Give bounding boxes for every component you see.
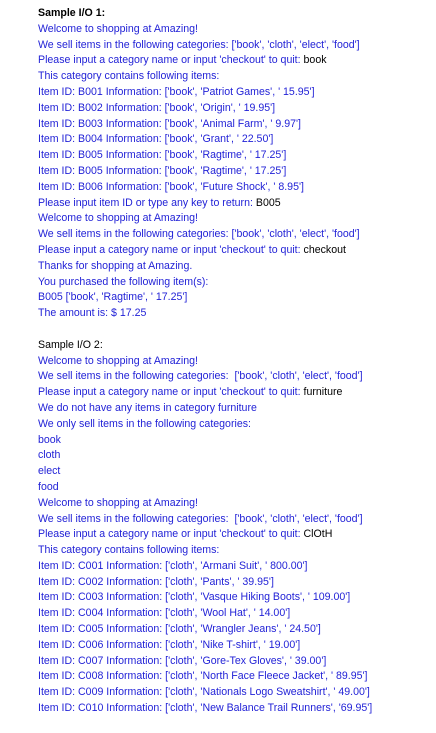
transcript-line xyxy=(38,22,436,38)
transcript-line xyxy=(38,164,436,180)
program-output-text: Item ID: C005 Information: ['cloth', 'Wrangler Jeans', ' 24.50'] xyxy=(38,623,321,636)
program-output-text: Item ID: C004 Information: ['cloth', 'Wool Hat', ' 14.00'] xyxy=(38,607,291,620)
transcript-line xyxy=(38,132,436,148)
program-output-text: Welcome to shopping at Amazing! xyxy=(38,22,198,35)
program-output-text: Item ID: C009 Information: ['cloth', 'Nationals Logo Sweatshirt', ' 49.00'] xyxy=(38,686,370,699)
transcript-line xyxy=(38,417,436,433)
program-output-text: Item ID: C006 Information: ['cloth', 'Nike T-shirt', ' 19.00'] xyxy=(38,638,301,651)
transcript-line xyxy=(38,53,436,69)
program-output-text: B005 ['book', 'Ragtime', ' 17.25'] xyxy=(38,291,188,304)
transcript-line xyxy=(38,464,436,480)
program-output-text: We sell items in the following categories: ['book', 'cloth', 'elect', 'food'] xyxy=(38,228,360,241)
transcript-line xyxy=(38,701,436,717)
section-2-heading: Sample I/O 2: xyxy=(38,338,103,351)
user-input-text: book xyxy=(303,54,327,67)
transcript-line xyxy=(38,117,436,133)
transcript-line xyxy=(38,543,436,559)
transcript-line xyxy=(38,622,436,638)
user-input-text: furniture xyxy=(303,386,343,399)
program-output-text: This category contains following items: xyxy=(38,544,220,557)
transcript-line xyxy=(38,480,436,496)
program-output-text: You purchased the following item(s): xyxy=(38,275,209,288)
transcript-line xyxy=(38,227,436,243)
transcript-line xyxy=(38,69,436,85)
program-output-text: Item ID: B006 Information: ['book', 'Future Shock', ' 8.95'] xyxy=(38,180,304,193)
transcript-line xyxy=(38,496,436,512)
program-output-text: Please input a category name or input 'checkout' to quit: xyxy=(38,528,304,541)
program-output-text: We sell items in the following categories: ['book', 'cloth', 'elect', 'food'] xyxy=(38,370,363,383)
transcript-line xyxy=(38,306,436,322)
transcript-line xyxy=(38,290,436,306)
transcript-line xyxy=(38,196,436,212)
transcript-line xyxy=(38,433,436,449)
transcript-line xyxy=(38,275,436,291)
program-output-text: elect xyxy=(38,465,61,478)
program-output-text: Welcome to shopping at Amazing! xyxy=(38,354,198,367)
transcript-line xyxy=(38,101,436,117)
program-output-text: Item ID: B005 Information: ['book', 'Ragtime', ' 17.25'] xyxy=(38,149,287,162)
transcript-line xyxy=(38,354,436,370)
transcript-line xyxy=(38,590,436,606)
transcript-line xyxy=(38,401,436,417)
transcript-line xyxy=(38,385,436,401)
program-output-text: Item ID: C010 Information: ['cloth', 'New Balance Trail Runners', '69.95'] xyxy=(38,702,373,715)
program-output-text: Please input a category name or input 'checkout' to quit: xyxy=(38,386,304,399)
program-output-text: Thanks for shopping at Amazing. xyxy=(38,259,193,272)
program-output-text: Item ID: B004 Information: ['book', 'Grant', ' 22.50'] xyxy=(38,133,274,146)
program-output-text: book xyxy=(38,433,61,446)
program-output-text: This category contains following items: xyxy=(38,70,220,83)
transcript-line xyxy=(38,559,436,575)
transcript-line xyxy=(38,638,436,654)
program-output-text: Item ID: C003 Information: ['cloth', 'Vasque Hiking Boots', ' 109.00'] xyxy=(38,591,351,604)
program-output-text: cloth xyxy=(38,449,61,462)
transcript-line xyxy=(38,211,436,227)
transcript-line xyxy=(38,448,436,464)
program-output-text: Welcome to shopping at Amazing! xyxy=(38,496,198,509)
program-output-text: The amount is: $ 17.25 xyxy=(38,307,147,320)
transcript-line xyxy=(38,148,436,164)
transcript-line xyxy=(38,259,436,275)
user-input-text: ClOtH xyxy=(303,528,333,541)
program-output-text: We do not have any items in category furniture xyxy=(38,401,257,414)
transcript-line xyxy=(38,669,436,685)
user-input-text: checkout xyxy=(303,243,346,256)
transcript-line xyxy=(38,654,436,670)
transcript-line xyxy=(38,85,436,101)
program-output-text: Item ID: B002 Information: ['book', 'Origin', ' 19.95'] xyxy=(38,101,276,114)
program-output-text: We sell items in the following categories: ['book', 'cloth', 'elect', 'food'] xyxy=(38,512,363,525)
program-output-text: Please input a category name or input 'checkout' to quit: xyxy=(38,243,304,256)
section-spacer xyxy=(38,322,436,338)
program-output-text: We only sell items in the following categories: xyxy=(38,417,251,430)
transcript-line xyxy=(38,606,436,622)
section-1-heading: Sample I/O 1: xyxy=(38,7,106,19)
user-input-text: B005 xyxy=(255,196,281,209)
transcript-line xyxy=(38,685,436,701)
transcript-line xyxy=(38,369,436,385)
section-1-transcript xyxy=(38,22,436,322)
program-output-text: food xyxy=(38,480,59,493)
transcript-line xyxy=(38,512,436,528)
program-output-text: Item ID: C007 Information: ['cloth', 'Gore-Tex Gloves', ' 39.00'] xyxy=(38,654,327,667)
transcript-line xyxy=(38,38,436,54)
program-output-text: Item ID: B005 Information: ['book', 'Ragtime', ' 17.25'] xyxy=(38,164,287,177)
program-output-text: Item ID: B003 Information: ['book', 'Animal Farm', ' 9.97'] xyxy=(38,117,301,130)
transcript-line xyxy=(38,180,436,196)
transcript-line xyxy=(38,243,436,259)
program-output-text: Item ID: C008 Information: ['cloth', 'North Face Fleece Jacket', ' 89.95'] xyxy=(38,670,368,683)
program-output-text: Please input item ID or type any key to return: xyxy=(38,196,256,209)
transcript-line xyxy=(38,527,436,543)
program-output-text: Please input a category name or input 'checkout' to quit: xyxy=(38,54,304,67)
program-output-text: Item ID: C002 Information: ['cloth', 'Pants', ' 39.95'] xyxy=(38,575,274,588)
program-output-text: Welcome to shopping at Amazing! xyxy=(38,212,198,225)
program-output-text: We sell items in the following categories: ['book', 'cloth', 'elect', 'food'] xyxy=(38,38,360,51)
transcript-line xyxy=(38,575,436,591)
section-2-transcript xyxy=(38,354,436,717)
program-output-text: Item ID: C001 Information: ['cloth', 'Armani Suit', ' 800.00'] xyxy=(38,559,308,572)
program-output-text: Item ID: B001 Information: ['book', 'Patriot Games', ' 15.95'] xyxy=(38,85,315,98)
